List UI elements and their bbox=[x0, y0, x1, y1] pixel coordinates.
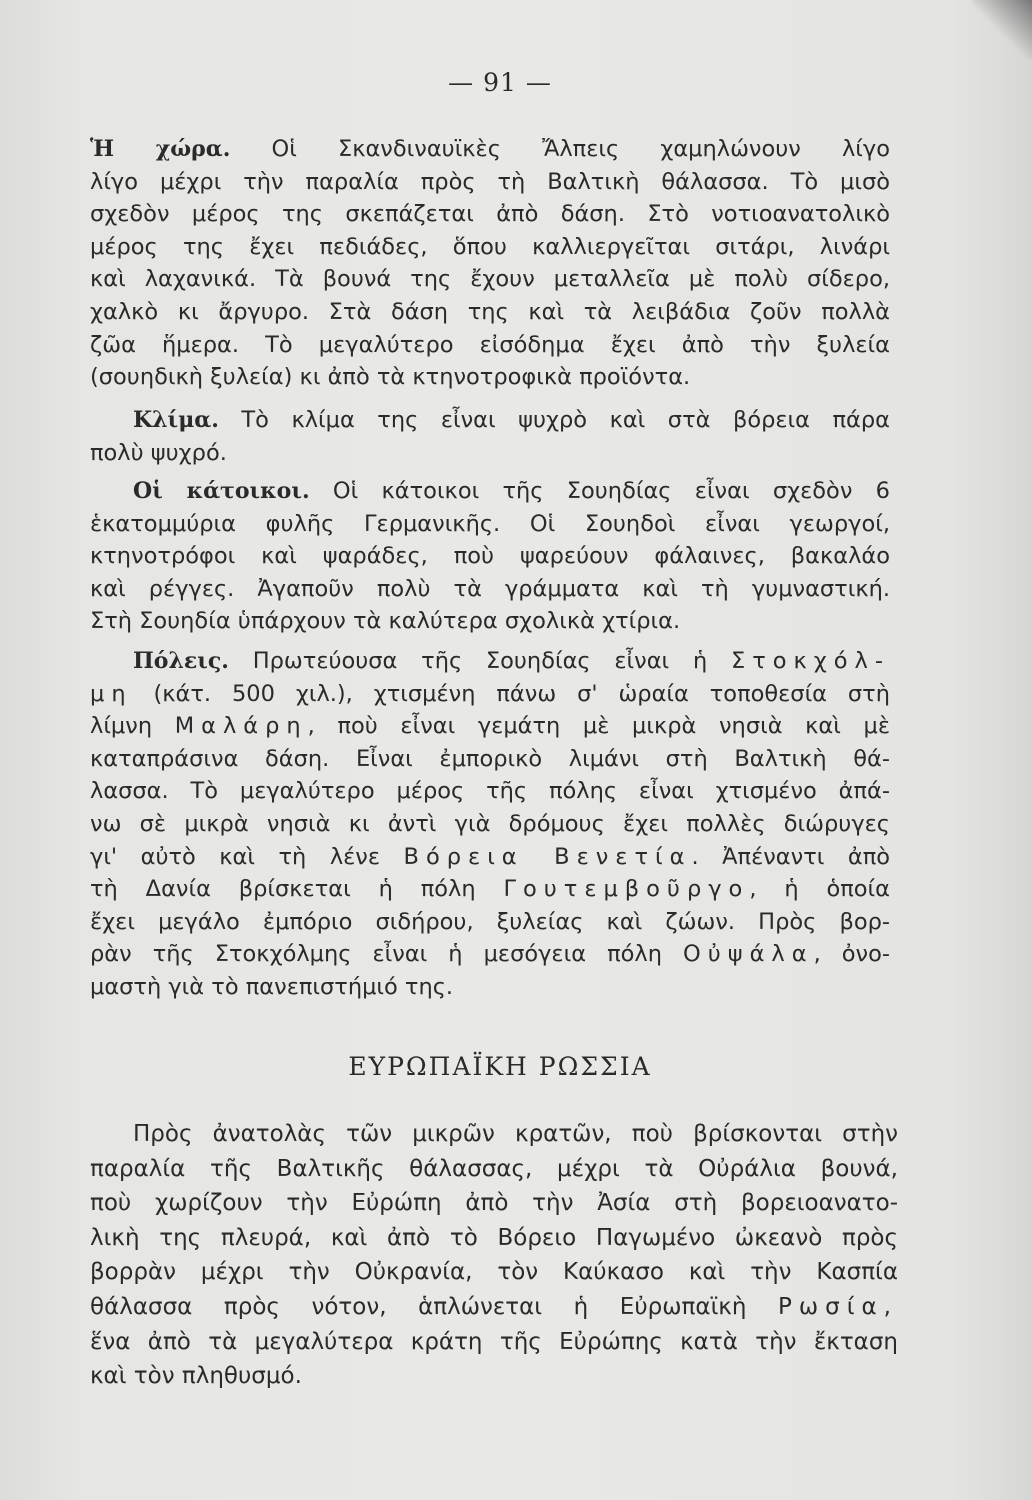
text-line: βορρὰν μέχρι τὴν Οὐκρανία, τὸν Καύκασο καὶ τὴν Κασπία bbox=[90, 1259, 898, 1286]
lake-name-malar: Μαλάρη bbox=[174, 713, 308, 740]
city-name-stockholm: Στοκχόλ- bbox=[731, 648, 890, 674]
text-line: ποὺ χωρίζουν τὴν Εὐρώπη ἀπὸ τὴν Ἀσία στὴ βορειοανατο- bbox=[90, 1190, 898, 1217]
country-name-russia: Ρωσία, bbox=[778, 1293, 898, 1320]
text-line: πολὺ ψυχρό. bbox=[90, 439, 227, 466]
text-line: ἔχει μεγάλο ἐμπόριο σιδήρου, ξυλείας καὶ ζώων. Πρὸς βορ- bbox=[90, 908, 890, 935]
city-name-uppsala: Οὐψάλα bbox=[683, 941, 814, 968]
text-line: χαλκὸ κι ἄργυρο. Στὰ δάση της καὶ τὰ λειβάδια ζοῦν πολλὰ bbox=[90, 298, 890, 325]
text-line: μαστὴ γιὰ τὸ πανεπιστήμιό της. bbox=[90, 973, 454, 1000]
text-line: ρὰν τῆς Στοκχόλμης εἶναι ἡ μεσόγεια πόλη Οὐψάλα, ὀνο- bbox=[90, 941, 890, 968]
page-number: — 91 — bbox=[448, 68, 552, 97]
text-line: ἑκατομμύρια φυλῆς Γερμανικῆς. Οἱ Σουηδοὶ εἶναι γεωργοί, bbox=[90, 510, 890, 537]
page-corner-shadow bbox=[972, 0, 1032, 60]
text-line: καταπράσινα δάση. Εἶναι ἐμπορικὸ λιμάνι στὴ Βαλτικὴ θά- bbox=[90, 745, 890, 772]
text-line: Πόλεις. Πρωτεύουσα τῆς Σουηδίας εἶναι ἡ Στοκχόλ- bbox=[133, 648, 890, 674]
text-line: λασσα. Τὸ μεγαλύτερο μέρος τῆς πόλης εἶναι χτισμένο ἀπά- bbox=[90, 778, 890, 805]
section-inhabitants bbox=[90, 475, 890, 638]
section-country bbox=[90, 133, 890, 394]
text-line: καὶ λαχανικά. Τὰ βουνά της ἔχουν μεταλλεῖα μὲ πολὺ σίδερο, bbox=[90, 266, 890, 293]
text-line: τὴ Δανία βρίσκεται ἡ πόλη Γουτεμβοῦργο, ἡ ὁποία bbox=[90, 876, 890, 903]
text-line: παραλία τῆς Βαλτικῆς θάλασσας, μέχρι τὰ Οὐράλια βουνά, bbox=[90, 1155, 898, 1182]
text-line: λίγο μέχρι τὴν παραλία πρὸς τὴ Βαλτικὴ θάλασσα. Τὸ μισὸ bbox=[90, 168, 890, 195]
text-line: γι' αὐτὸ καὶ τὴ λένε Βόρεια Βενετία. Ἀπέναντι ἀπὸ bbox=[90, 843, 891, 870]
text-line: Οἱ κάτοικοι. Οἱ κάτοικοι τῆς Σουηδίας εἶναι σχεδὸν 6 bbox=[133, 478, 890, 504]
text-line: λίμνη Μαλάρη, ποὺ εἶναι γεμάτη μὲ μικρὰ νησιὰ καὶ μὲ bbox=[90, 713, 890, 740]
section-heading-cities: Πόλεις. bbox=[133, 648, 229, 674]
section-climate bbox=[90, 404, 890, 469]
text-line: καὶ τὸν πληθυσμό. bbox=[90, 1363, 302, 1390]
section-cities bbox=[90, 645, 890, 1004]
text-line: ἕνα ἀπὸ τὰ μεγαλύτερα κράτη τῆς Εὐρώπης κατὰ τὴν ἔκταση bbox=[90, 1328, 898, 1355]
text-line: νω σὲ μικρὰ νησιὰ κι ἀντὶ γιὰ δρόμους ἔχει πολλὲς διώρυγες bbox=[90, 810, 890, 837]
text-line: θάλασσα πρὸς νότον, ἁπλώνεται ἡ Εὐρωπαϊκὴ Ρωσία, bbox=[90, 1293, 898, 1320]
text-line: Ἡ χώρα. Οἱ Σκανδιναυϊκὲς Ἄλπεις χαμηλώνουν λίγο bbox=[90, 136, 891, 162]
section-heading-country: Ἡ χώρα. bbox=[90, 136, 231, 162]
city-name-gothenburg: Γουτεμβοῦργο bbox=[503, 876, 750, 903]
text-line: μη (κάτ. 500 χιλ.), χτισμένη πάνω σ' ὡραία τοποθεσία στὴ bbox=[90, 680, 890, 707]
text-line: λικὴ της πλευρά, καὶ ἀπὸ τὸ Βόρειο Παγωμένο ὠκεανὸ πρὸς bbox=[90, 1224, 898, 1251]
text-line: σχεδὸν μέρος της σκεπάζεται ἀπὸ δάση. Στὸ νοτιοανατολικὸ bbox=[90, 201, 890, 228]
text-line: Πρὸς ἀνατολὰς τῶν μικρῶν κρατῶν, ποὺ βρίσκονται στὴν bbox=[133, 1121, 898, 1147]
text-line: Κλίμα. Τὸ κλίμα της εἶναι ψυχρὸ καὶ στὰ βόρεια πάρα bbox=[133, 407, 890, 433]
text-line: ζῶα ἥμερα. Τὸ μεγαλύτερο εἰσόδημα ἔχει ἀπὸ τὴν ξυλεία bbox=[90, 331, 890, 358]
text-line: μέρος της ἔχει πεδιάδες, ὅπου καλλιεργεῖται σιτάρι, λινάρι bbox=[90, 233, 890, 260]
section-russia bbox=[90, 1117, 898, 1394]
section-heading-inhabitants: Οἱ κάτοικοι. bbox=[133, 478, 310, 504]
nickname-north-venice: Βόρεια Βενετία bbox=[403, 843, 692, 870]
text-line: (σουηδικὴ ξυλεία) κι ἀπὸ τὰ κτηνοτροφικὰ προϊόντα. bbox=[90, 364, 691, 391]
text-line: Στὴ Σουηδία ὑπάρχουν τὰ καλύτερα σχολικὰ χτίρια. bbox=[90, 608, 681, 635]
text-line: καὶ ρέγγες. Ἀγαποῦν πολὺ τὰ γράμματα καὶ τὴ γυμναστική. bbox=[90, 575, 890, 602]
chapter-title: ΕΥΡΩΠΑΪΚΗ ΡΩΣΣΙΑ bbox=[348, 1052, 652, 1081]
section-heading-climate: Κλίμα. bbox=[133, 407, 219, 433]
text-line: κτηνοτρόφοι καὶ ψαράδες, ποὺ ψαρεύουν φάλαινες, βακαλάο bbox=[90, 543, 890, 570]
